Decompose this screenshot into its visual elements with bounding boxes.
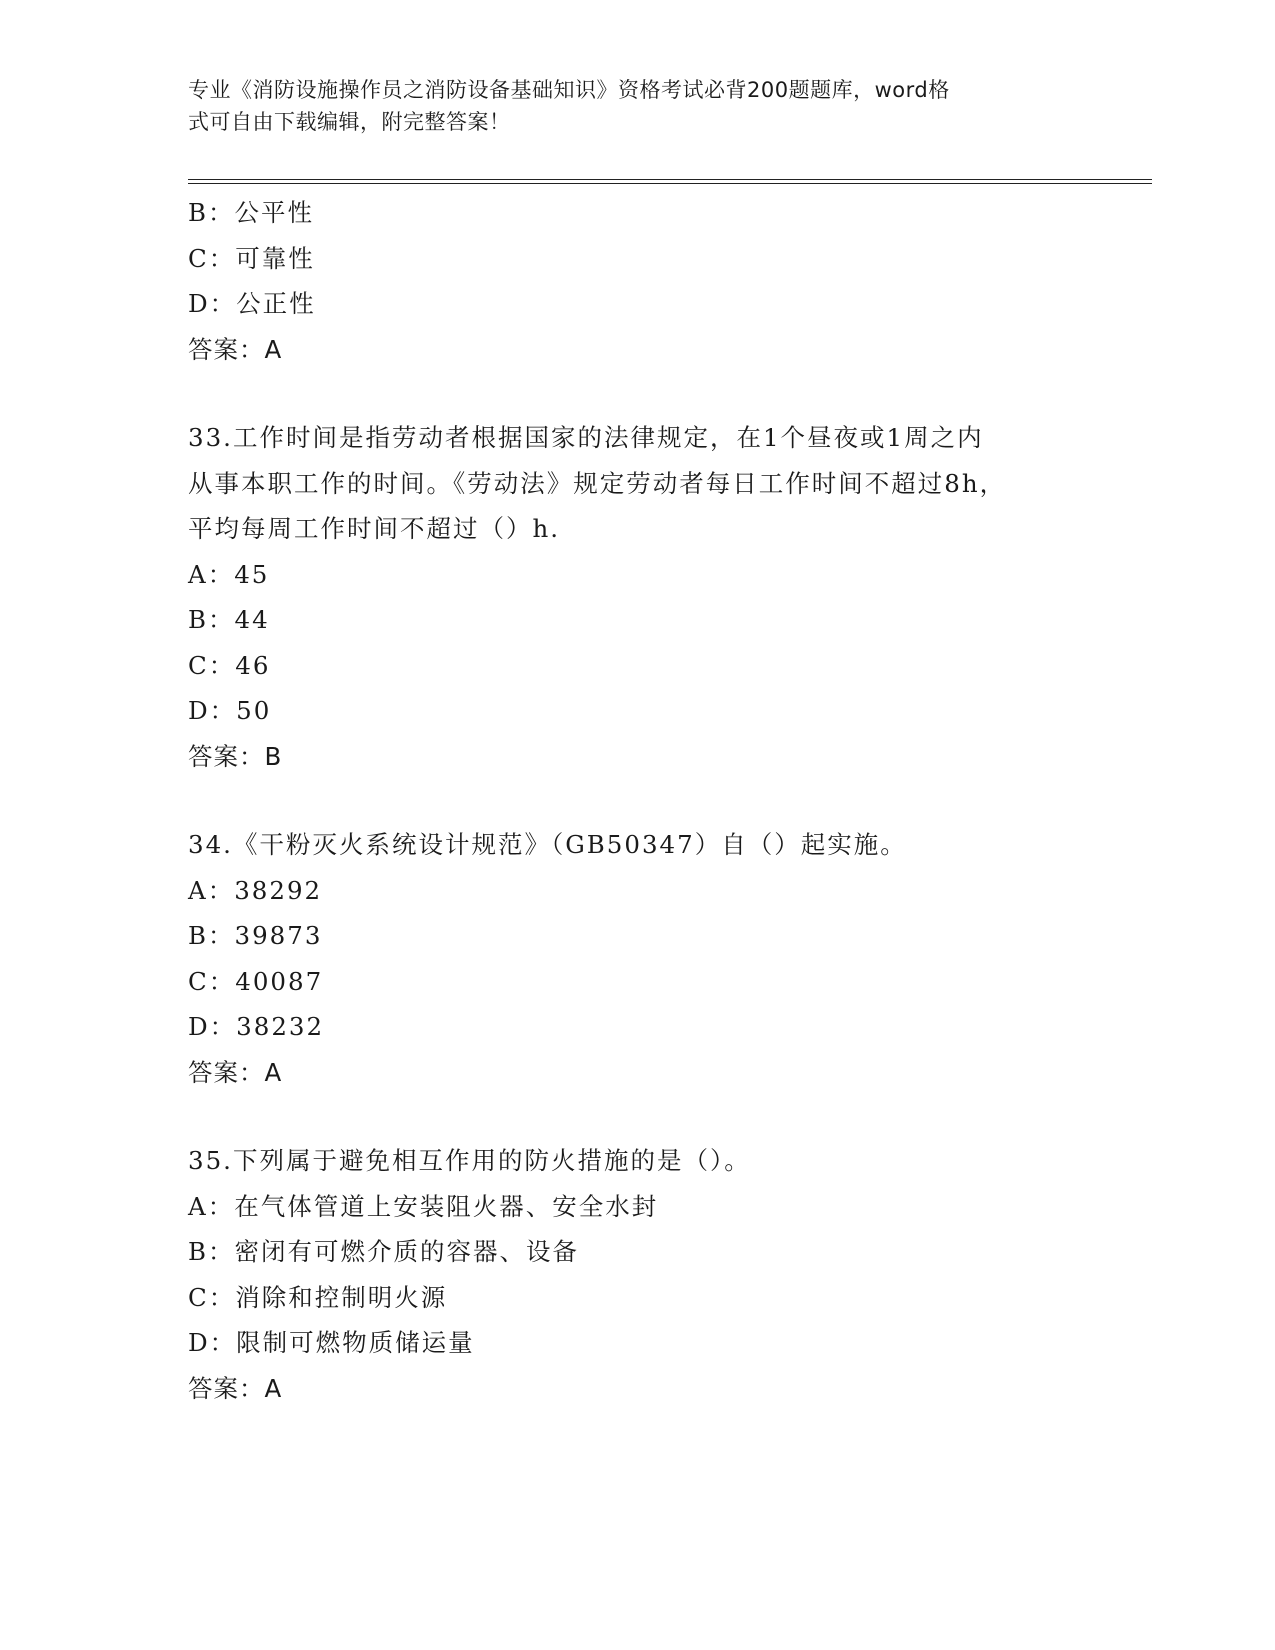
answer-line: 答案：A xyxy=(188,1373,283,1403)
question-34 xyxy=(188,822,1118,1095)
question-35 xyxy=(188,1138,1118,1411)
option-b: B：密闭有可燃介质的容器、设备 xyxy=(188,1237,580,1266)
answer-line: 答案：A xyxy=(188,1057,283,1087)
option-a: A：45 xyxy=(188,559,270,589)
document-header xyxy=(188,74,1068,138)
answer-line: 答案：B xyxy=(188,741,283,771)
header-line-2: 式可自由下载编辑，附完整答案！ xyxy=(188,110,511,134)
answer-line: 答案：A xyxy=(188,334,283,364)
option-c: C：可靠性 xyxy=(188,243,315,273)
prev-question-tail xyxy=(188,190,1118,372)
header-divider-bottom xyxy=(188,183,1152,184)
option-d: D：50 xyxy=(188,696,272,725)
question-content xyxy=(188,190,1118,1411)
option-d: D：公正性 xyxy=(188,289,316,318)
question-stem: 从事本职工作的时间。《劳动法》规定劳动者每日工作时间不超过8h， xyxy=(188,468,1007,498)
option-b: B：44 xyxy=(188,605,270,634)
option-b: B：39873 xyxy=(188,921,323,950)
question-stem: 34.《干粉灭火系统设计规范》（GB50347）自（）起实施。 xyxy=(188,830,907,859)
header-line-1: 专业《消防设施操作员之消防设备基础知识》资格考试必背200题题库，word格 xyxy=(188,78,950,102)
option-a: A：在气体管道上安装阻火器、安全水封 xyxy=(188,1191,659,1221)
question-stem: 35.下列属于避免相互作用的防火措施的是（）。 xyxy=(188,1146,751,1175)
option-c: C：46 xyxy=(188,650,271,680)
option-d: D：限制可燃物质储运量 xyxy=(188,1328,475,1357)
option-c: C：40087 xyxy=(188,966,324,996)
question-stem: 平均每周工作时间不超过（）h. xyxy=(188,514,561,543)
header-divider-top xyxy=(188,179,1152,180)
option-a: A：38292 xyxy=(188,875,323,905)
question-33 xyxy=(188,415,1118,779)
option-b: B：公平性 xyxy=(188,198,315,227)
option-d: D：38232 xyxy=(188,1012,325,1041)
question-stem: 33.工作时间是指劳动者根据国家的法律规定，在1个昼夜或1周之内 xyxy=(188,423,984,452)
option-c: C：消除和控制明火源 xyxy=(188,1282,448,1312)
